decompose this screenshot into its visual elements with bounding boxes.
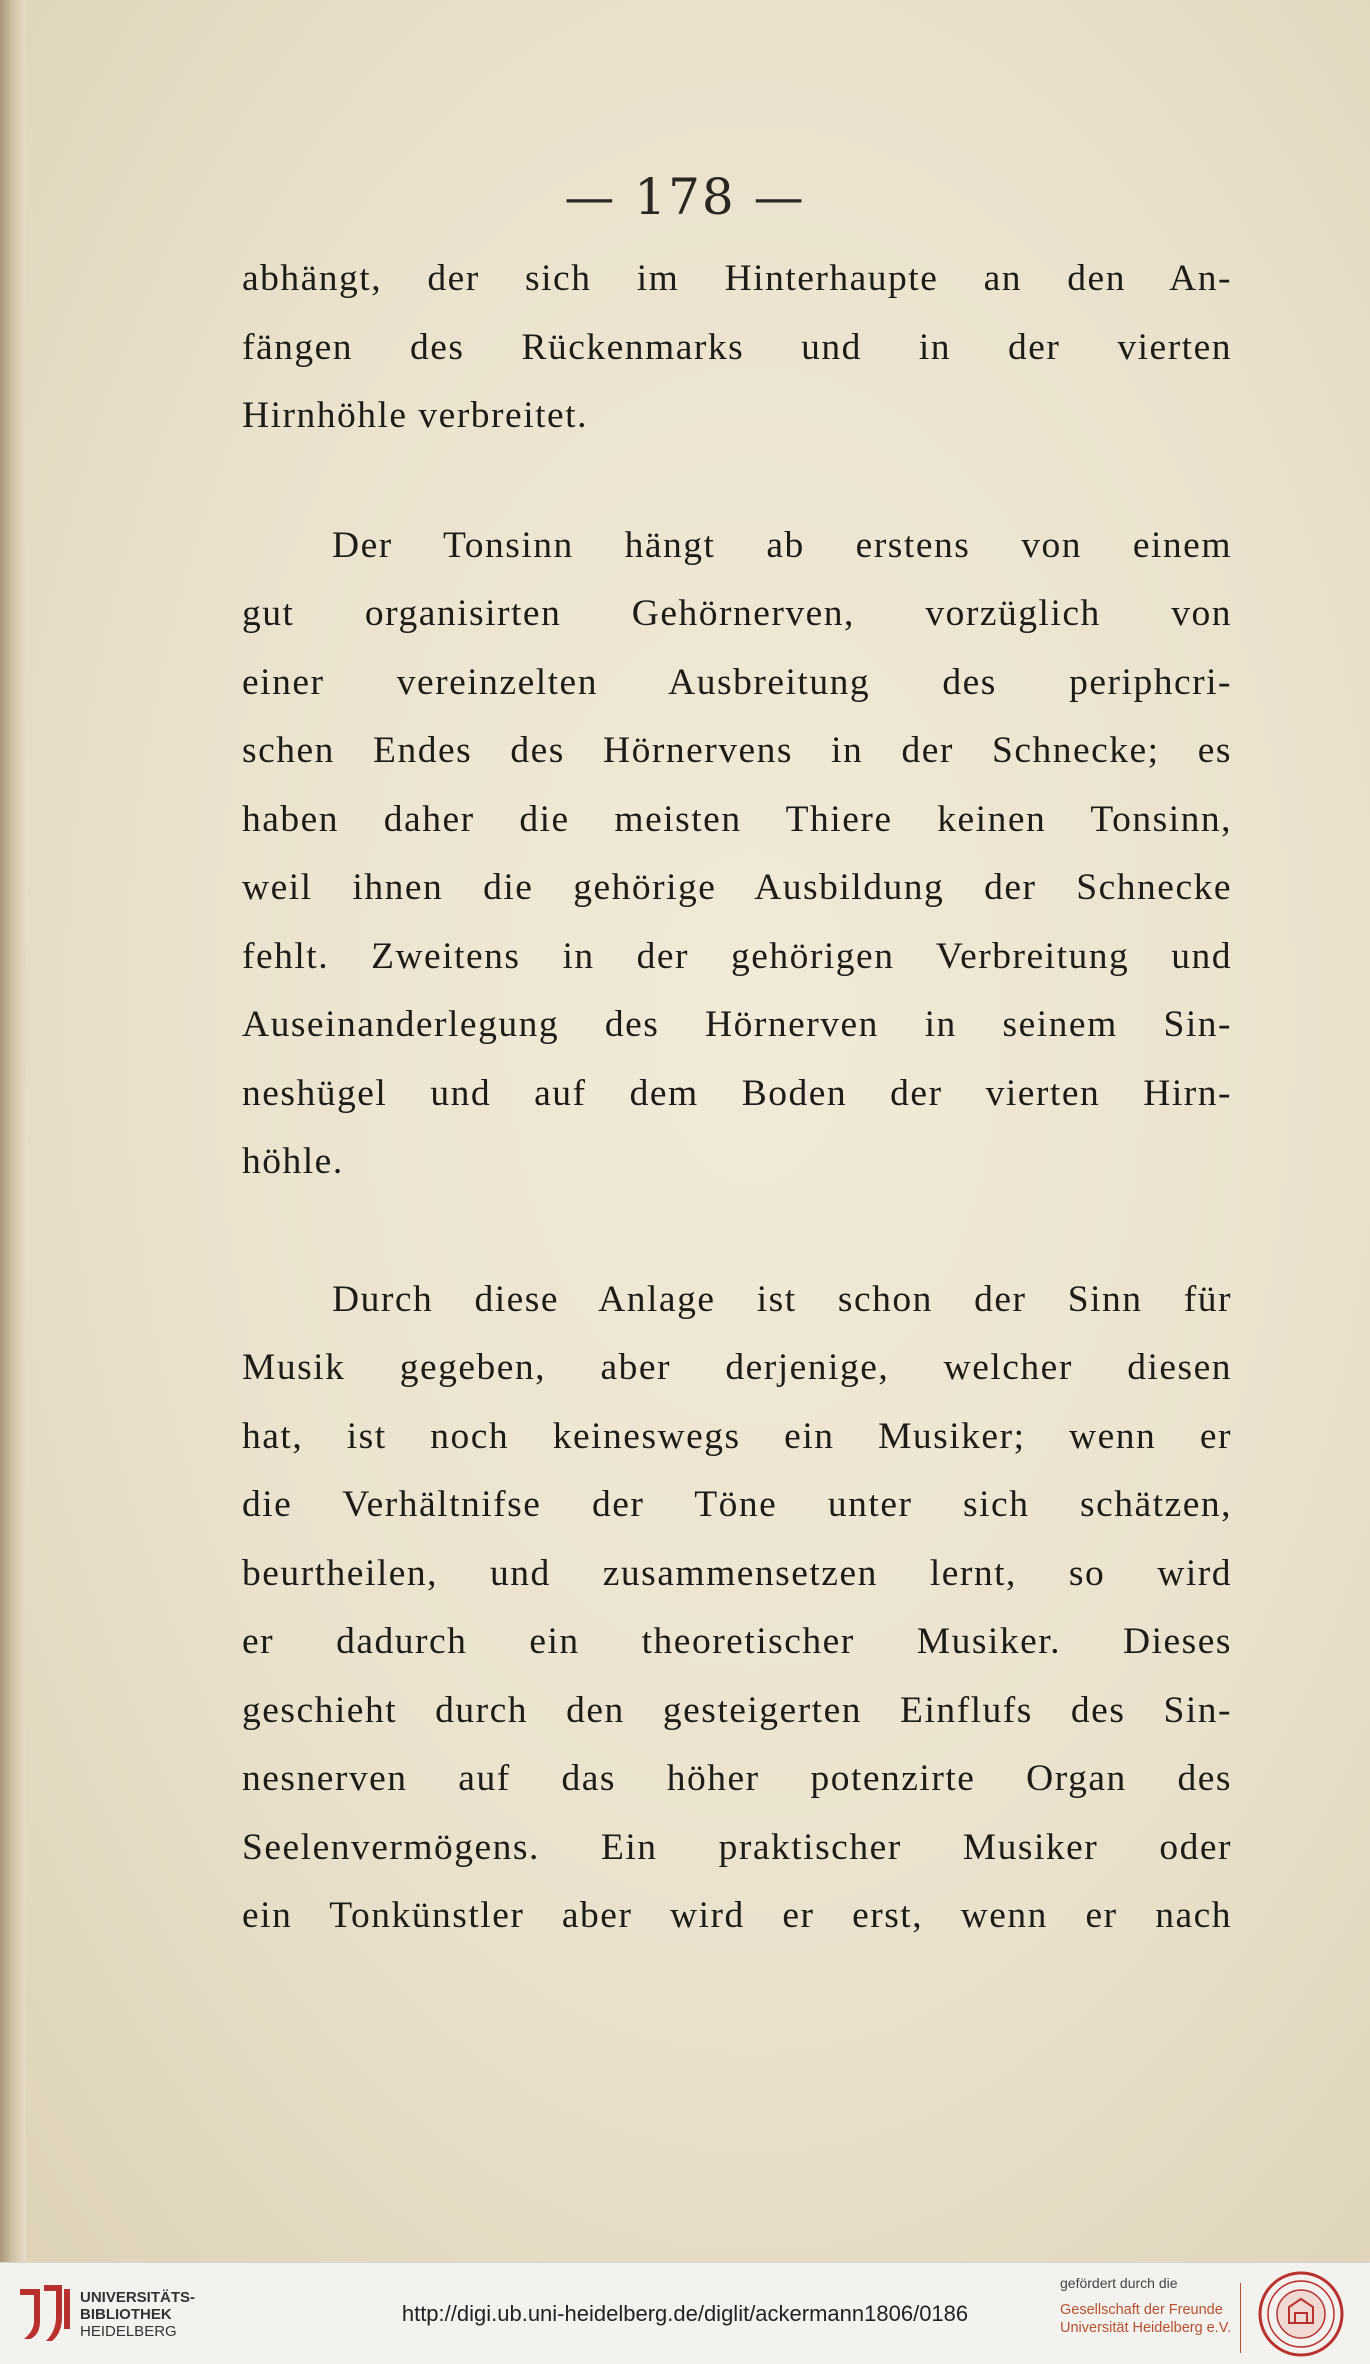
text-line: Der Tonsinn hängt ab erstens von einem — [332, 524, 1232, 566]
text-line: einer vereinzelten Ausbreitung des periphcri- — [242, 661, 1232, 703]
text-line: haben daher die meisten Thiere keinen Tonsinn, — [242, 798, 1232, 840]
text-line: beurtheilen, und zusammensetzen lernt, so wird — [242, 1552, 1232, 1594]
text-line: Durch diese Anlage ist schon der Sinn für — [332, 1278, 1232, 1320]
society-name-line: Gesellschaft der Freunde — [1060, 2302, 1223, 2318]
text-line: schen Endes des Hörnervens in der Schnecke; es — [242, 730, 1232, 771]
page-text — [242, 245, 1232, 1951]
text-line: gut organisirten Gehörnerven, vorzüglich von — [242, 593, 1232, 634]
text-line: fängen des Rückenmarks und in der vierten — [242, 326, 1232, 368]
source-url-link[interactable]: http://digi.ub.uni-heidelberg.de/diglit/ackermann1806/0186 — [401, 2301, 969, 2326]
footer-divider — [1240, 2283, 1241, 2353]
text-line: Auseinanderlegung des Hörnerven in seinem Sin- — [242, 1004, 1232, 1045]
text-line: nesnerven auf das höher potenzirte Organ des — [242, 1758, 1232, 1799]
text-line: ein Tonkünstler aber wird er erst, wenn er nach — [242, 1895, 1232, 1936]
footer-bar — [0, 2262, 1370, 2364]
text-line: fehlt. Zweitens in der gehörigen Verbreitung und — [242, 935, 1232, 977]
paragraph-3 — [242, 1266, 1232, 1951]
text-line: weil ihnen die gehörige Ausbildung der Schnecke — [242, 867, 1232, 908]
text-line: die Verhältnifse der Töne unter sich schätzen, — [242, 1484, 1232, 1525]
library-name-line: UNIVERSITÄTS- — [80, 2289, 196, 2306]
society-name-line: Universität Heidelberg e.V. — [1060, 2320, 1232, 2336]
funded-by-label: gefördert durch die — [1060, 2275, 1178, 2291]
text-line: Musik gegeben, aber derjenige, welcher diesen — [242, 1347, 1232, 1388]
text-line: hat, ist noch keineswegs ein Musiker; wenn er — [242, 1415, 1232, 1457]
text-line: neshügel und auf dem Boden der vierten Hirn- — [242, 1072, 1232, 1114]
text-line: Hirnhöhle verbreitet. — [242, 395, 588, 436]
university-seal-icon — [1258, 2271, 1344, 2357]
paragraph-1 — [242, 245, 1232, 451]
page-binding-edge — [0, 0, 26, 2262]
text-line: höhle. — [242, 1141, 344, 1182]
paragraph-2 — [242, 512, 1232, 1197]
text-line: abhängt, der sich im Hinterhaupte an den An- — [242, 258, 1232, 299]
page-number: — 178 — — [564, 168, 806, 226]
text-line: Seelenvermögens. Ein praktischer Musiker oder — [242, 1826, 1232, 1868]
library-name-line: HEIDELBERG — [80, 2323, 177, 2340]
society-name — [1060, 2301, 1231, 2337]
text-line: geschieht durch den gesteigerten Einflufs des Sin- — [242, 1689, 1232, 1731]
library-name-line: BIBLIOTHEK — [80, 2306, 172, 2323]
text-line: er dadurch ein theoretischer Musiker. Dieses — [242, 1621, 1232, 1662]
